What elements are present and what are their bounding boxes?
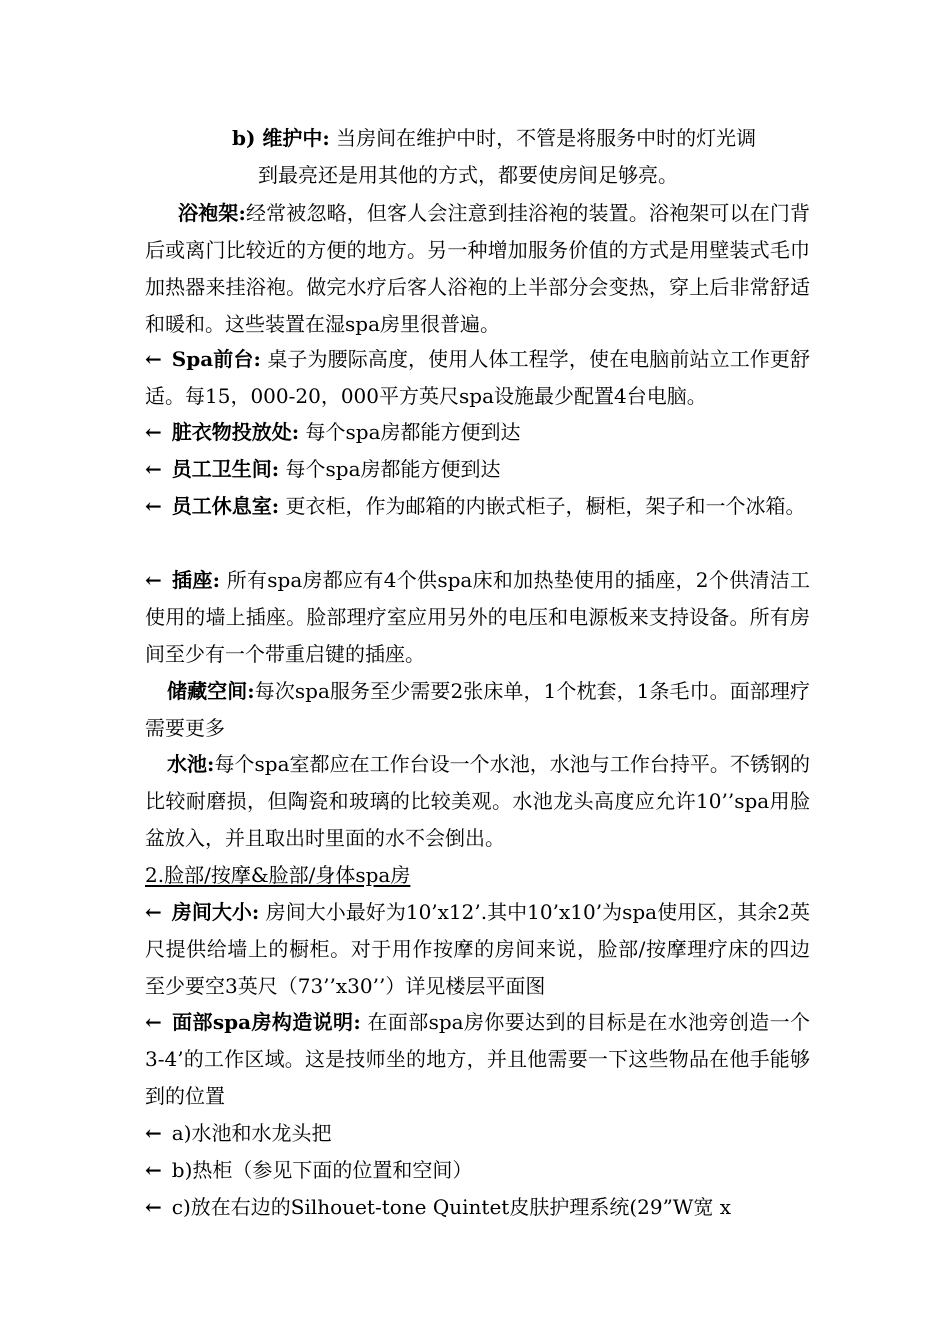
staff-restroom-label: 员工卫生间: (171, 457, 280, 481)
bullet-arrow-icon: ← (145, 1010, 162, 1034)
bullet-arrow-icon: ← (145, 900, 162, 924)
storage-paragraph (145, 673, 810, 747)
robe-rack-text: 经常被忽略，但客人会注意到挂浴袍的装置。浴袍架可以在门背后或离门比较近的方便的地方。另一种增加服务价值的方式是用壁装式毛巾加热器来挂浴袍。做完水疗后客人浴袍的上半部分会变热，穿上后非常舒适和暖和。这些装置在湿spa房里很普遍。 (145, 201, 811, 336)
laundry-drop-label: 脏衣物投放处: (171, 420, 300, 444)
outlets-paragraph (145, 562, 810, 673)
sink-paragraph (145, 746, 810, 857)
storage-text: 每次spa服务至少需要2张床单，1个枕套，1条毛巾。面部理疗需要更多 (145, 679, 810, 740)
spa-front-desk-label: Spa前台: (171, 347, 261, 371)
bullet-arrow-icon: ← (145, 1158, 162, 1182)
laundry-drop-text: 每个spa房都能方便到达 (305, 420, 521, 444)
list-item-b-text: b)热柜（参见下面的位置和空间） (171, 1158, 473, 1182)
robe-rack-label: 浴袍架: (178, 201, 246, 225)
outlets-label: 插座: (171, 568, 221, 592)
maintenance-line-1 (232, 120, 810, 157)
staff-lounge-paragraph (145, 488, 810, 525)
facial-room-text: 在面部spa房你要达到的目标是在水池旁创造一个3-4’的工作区域。这是技师坐的地方，并且他需要一下这些物品在他手能够到的位置 (145, 1010, 810, 1108)
robe-rack-paragraph (145, 195, 810, 343)
spa-front-desk-paragraph (145, 341, 810, 415)
sink-label: 水池: (167, 752, 215, 776)
list-item-b (145, 1152, 810, 1189)
bullet-arrow-icon: ← (145, 568, 162, 592)
section-heading (145, 857, 810, 894)
list-item-a (145, 1115, 810, 1152)
bullet-arrow-icon: ← (145, 347, 162, 371)
bullet-arrow-icon: ← (145, 1195, 162, 1219)
maintenance-line-2 (258, 157, 810, 194)
outlets-text: 所有spa房都应有4个供spa床和加热垫使用的插座，2个供清洁工使用的墙上插座。脸部理疗室应用另外的电压和电源板来支持设备。所有房间至少有一个带重启键的插座。 (145, 568, 810, 666)
staff-lounge-text: 更衣柜，作为邮箱的内嵌式柜子，橱柜，架子和一个冰箱。 (285, 494, 806, 518)
staff-lounge-label: 员工休息室: (171, 494, 280, 518)
list-item-c (145, 1189, 810, 1226)
staff-restroom-text: 每个spa房都能方便到达 (285, 457, 501, 481)
bullet-arrow-icon: ← (145, 494, 162, 518)
maintenance-label: b) 维护中: (232, 126, 330, 150)
staff-restroom-paragraph (145, 451, 810, 488)
facial-room-label: 面部spa房构造说明: (171, 1010, 361, 1034)
facial-room-paragraph (145, 1004, 810, 1115)
maintenance-text: 当房间在维护中时，不管是将服务中时的灯光调 (336, 126, 757, 150)
room-size-paragraph (145, 894, 810, 1005)
section-heading-text: 2.脸部/按摩&脸部/身体spa房 (145, 863, 411, 887)
bullet-arrow-icon: ← (145, 457, 162, 481)
list-item-c-text: c)放在右边的Silhouet-tone Quintet皮肤护理系统(29”W宽 x (171, 1195, 731, 1219)
storage-label: 储藏空间: (167, 679, 255, 703)
bullet-arrow-icon: ← (145, 1121, 162, 1145)
laundry-drop-paragraph (145, 414, 810, 451)
room-size-text: 房间大小最好为10’x12’.其中10’x10’为spa使用区，其余2英尺提供给墙上的橱柜。对于用作按摩的房间来说，脸部/按摩理疗床的四边至少要空3英尺（73’’x30’’）详见楼层平面图 (145, 900, 811, 998)
list-item-a-text: a)水池和水龙头把 (171, 1121, 332, 1145)
maintenance-text-2: 到最亮还是用其他的方式，都要使房间足够亮。 (258, 163, 678, 187)
bullet-arrow-icon: ← (145, 420, 162, 444)
room-size-label: 房间大小: (171, 900, 260, 924)
spa-front-desk-text: 桌子为腰际高度，使用人体工程学，使在电脑前站立工作更舒适。每15，000-20，000平方英尺spa设施最少配置4台电脑。 (145, 347, 811, 408)
sink-text: 每个spa室都应在工作台设一个水池，水池与工作台持平。不锈钢的比较耐磨损，但陶瓷和玻璃的比较美观。水池龙头高度应允许10’’spa用脸盆放入，并且取出时里面的水不会倒出。 (145, 752, 810, 850)
